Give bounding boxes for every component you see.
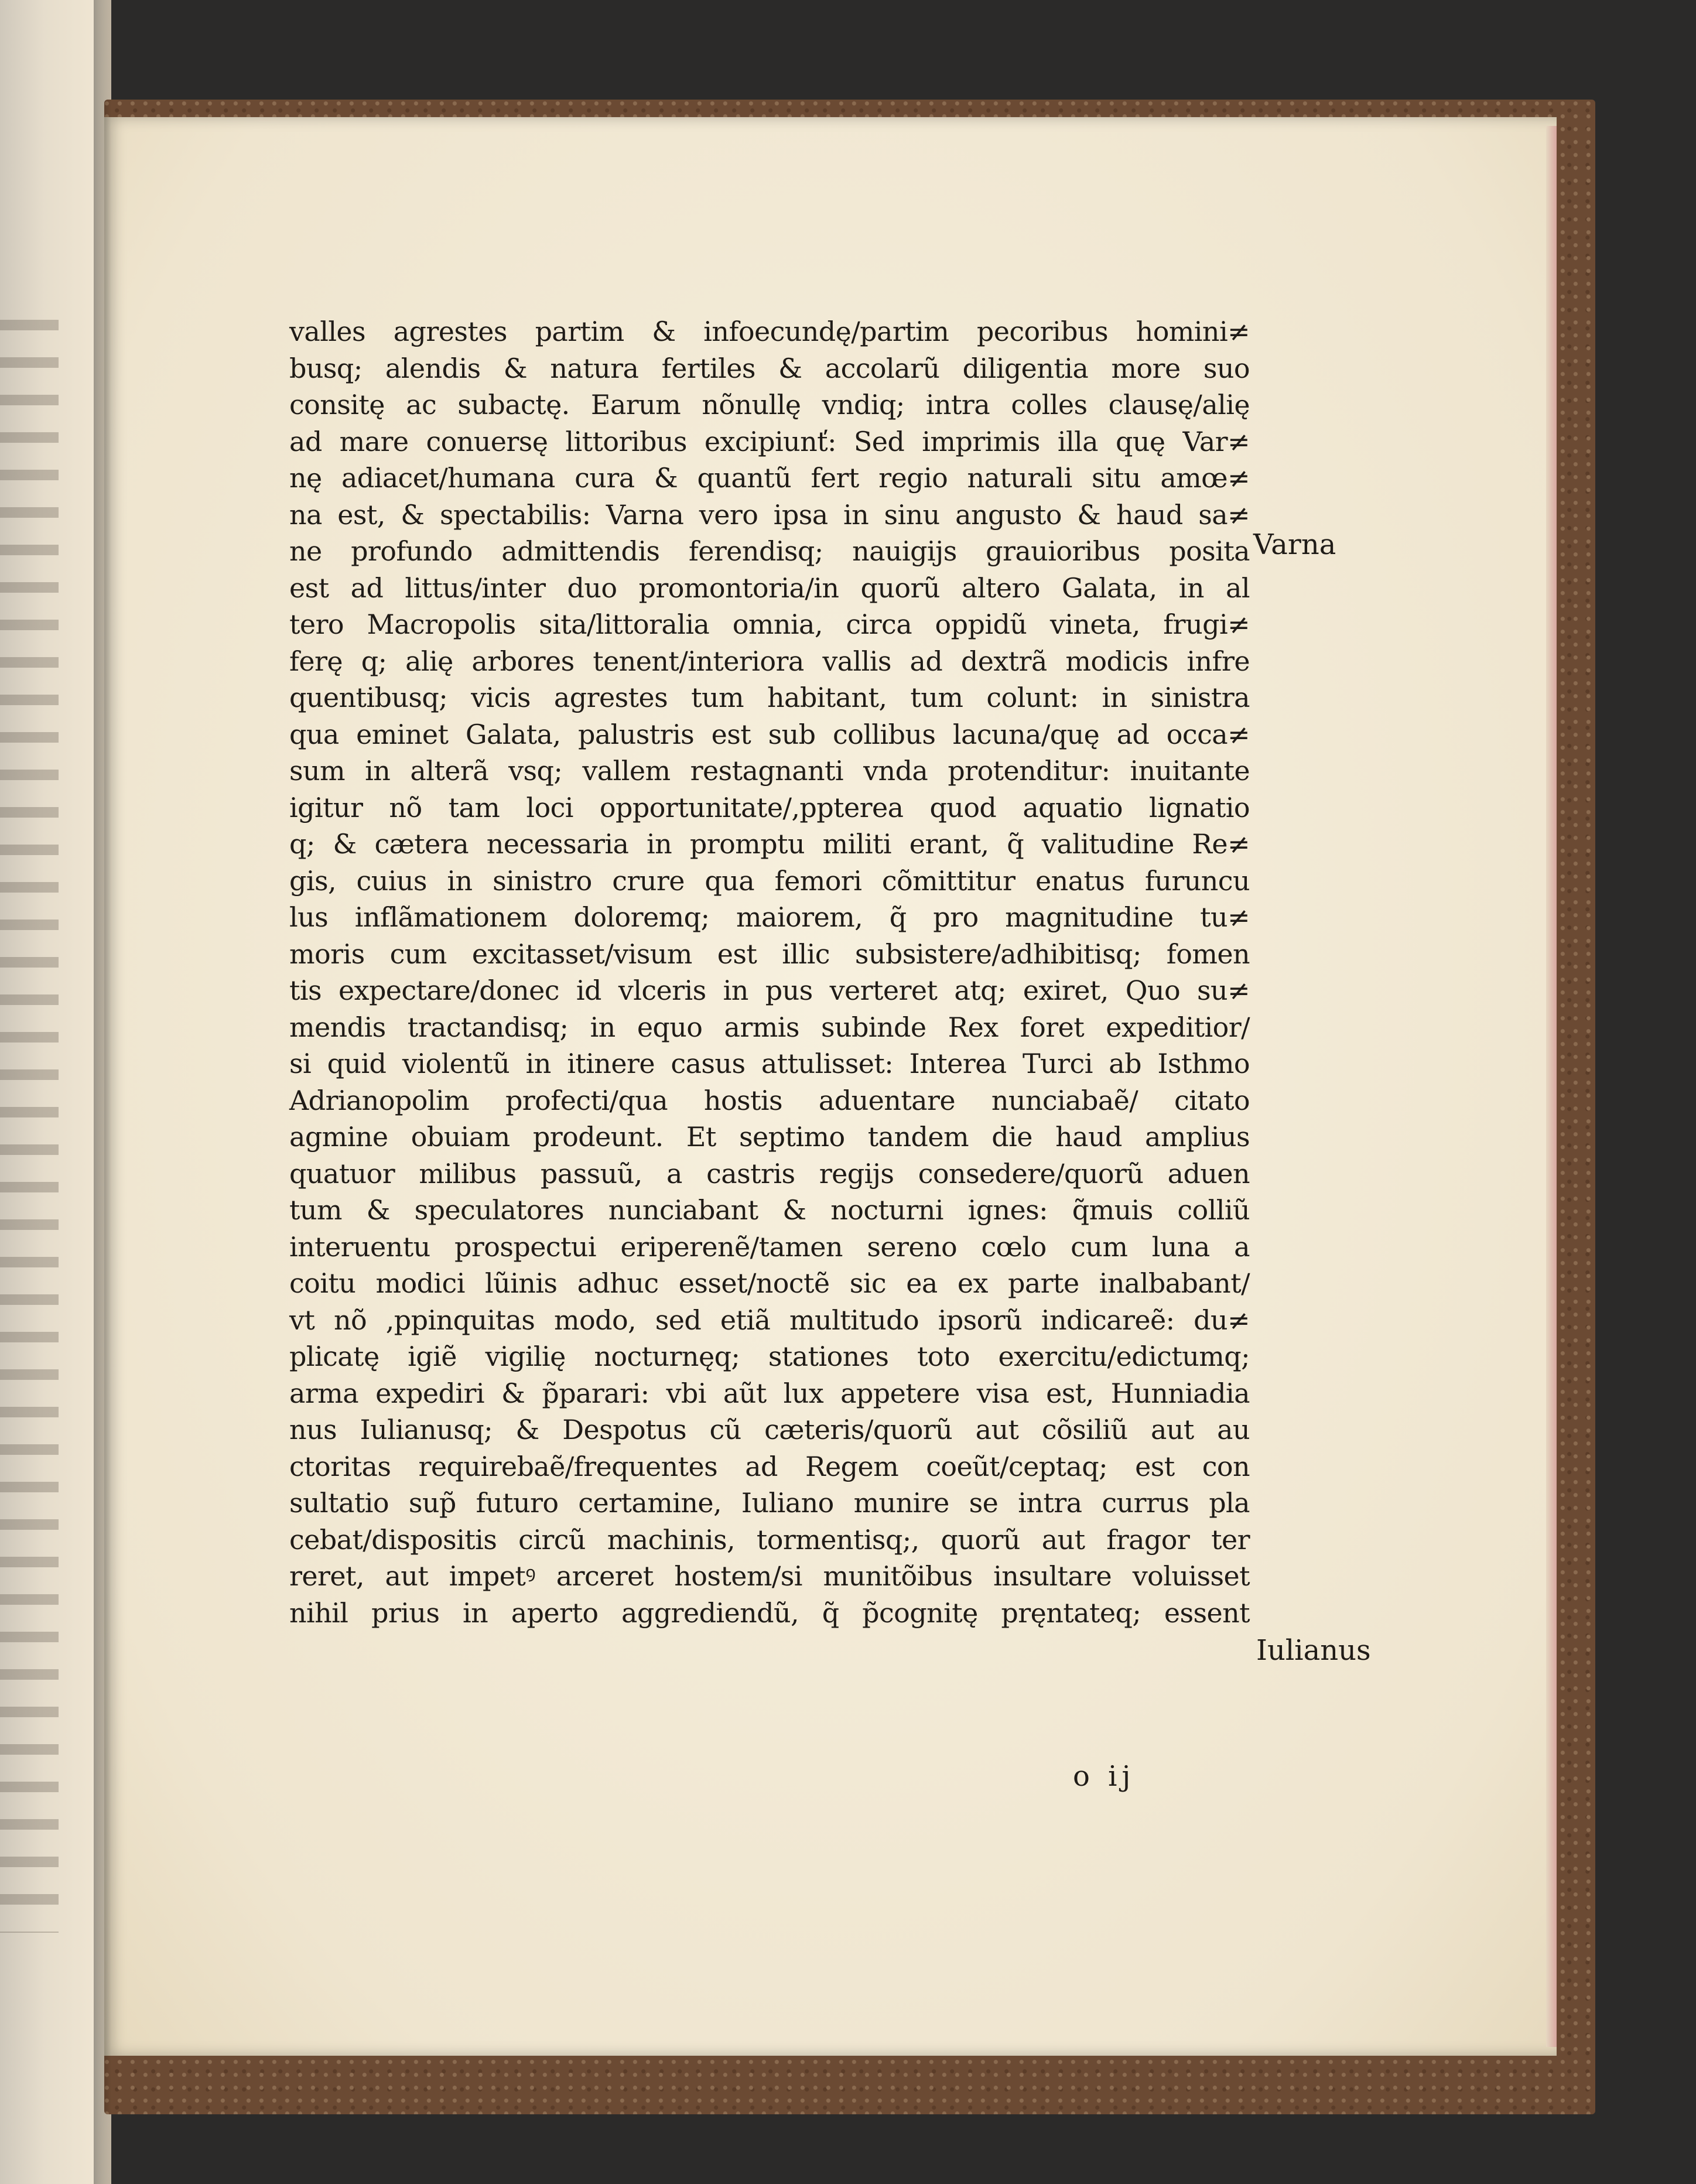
text-line: qua eminet Galata, palustris est sub collibus lacuna/quę ad occa≠ <box>289 718 1250 750</box>
text-line: arma expediri & p̃parari: vbi aũt lux appetere visa est, Hunniadia <box>289 1377 1250 1409</box>
text-line: busq; alendis & natura fertiles & accolarũ diligentia more suo <box>289 352 1250 384</box>
text-line: sum in alterã vsq; vallem restagnanti vnda protenditur: inuitante <box>289 755 1250 787</box>
text-line: agmine obuiam prodeunt. Et septimo tandem die haud amplius <box>289 1121 1250 1153</box>
text-line: tis expectare/donec id vlceris in pus verteret atq; exiret, Quo su≠ <box>289 975 1250 1006</box>
text-line: gis, cuius in sinistro crure qua femori cõmittitur enatus furuncu <box>289 864 1250 897</box>
text-line: consitę ac subactę. Earum nõnullę vndiq; intra colles clausę/alię <box>289 389 1250 421</box>
text-line: tero Macropolis sita/littoralia omnia, circa oppidũ vineta, frugi≠ <box>289 609 1250 640</box>
text-line: tum & speculatores nunciabant & nocturni ignes: q̃muis colliũ <box>289 1194 1250 1226</box>
text-line: Adrianopolim profecti/qua hostis aduentare nunciabaẽ/ citato <box>289 1084 1250 1116</box>
text-line: nihil prius in aperto aggrediendũ, q̃ p̃cognitę pręntateq; essent <box>289 1597 1250 1629</box>
text-line: est ad littus/inter duo promontoria/in quorũ altero Galata, in al <box>289 572 1250 604</box>
text-line: vt nõ ,ppinquitas modo, sed etiã multitudo ipsorũ indicareẽ: du≠ <box>289 1304 1250 1336</box>
text-line: si quid violentũ in itinere casus attulisset: Interea Turci ab Isthmo <box>289 1048 1250 1079</box>
text-line: quatuor milibus passuũ, a castris regijs consedere/quorũ aduen <box>289 1157 1250 1190</box>
text-line: quentibusq; vicis agrestes tum habitant, tum colunt: in sinistra <box>289 682 1250 713</box>
text-line: valles agrestes partim & infoecundę/partim pecoribus homini≠ <box>289 316 1250 347</box>
text-line: moris cum excitasset/visum est illic subsistere/adhibitisq; fomen <box>289 938 1250 970</box>
text-line: plicatę igiẽ vigilię nocturnęq; stationes toto exercitu/edictumq; <box>289 1341 1250 1372</box>
marginal-note-iulianus: Iulianus <box>1256 1634 1371 1667</box>
text-line: nus Iulianusq; & Despotus cũ cæteris/quorũ aut cõsiliũ aut au <box>289 1414 1250 1445</box>
text-line: q; & cætera necessaria in promptu militi erant, q̃ valitudine Re≠ <box>289 828 1250 860</box>
text-line: reret, aut impetꝰ arceret hostem/si munitõibus insultare voluisset <box>289 1560 1250 1592</box>
text-line: ad mare conuersę littoribus excipiunť: Sed imprimis illa quę Var≠ <box>289 425 1250 457</box>
previous-page-text-fragment <box>0 293 59 1933</box>
text-line: ne profundo admittendis ferendisq; nauigijs grauioribus posita <box>289 535 1250 567</box>
text-line: nę adiacet/humana cura & quantũ fert regio naturali situ amœ≠ <box>289 462 1250 494</box>
text-line: na est, & spectabilis: Varna vero ipsa in sinu angusto & haud sa≠ <box>289 498 1250 531</box>
text-line: interuentu prospectui eriperenẽ/tamen sereno cœlo cum luna a <box>289 1231 1250 1263</box>
signature-mark: o ij <box>1073 1760 1136 1793</box>
text-line: lus inflãmationem doloremq; maiorem, q̃ pro magnitudine tu≠ <box>289 901 1250 933</box>
text-line: igitur nõ tam loci opportunitate/,ppterea quod aquatio lignatio <box>289 791 1250 823</box>
text-line: ferę q; alię arbores tenent/interiora vallis ad dextrã modicis infre <box>289 645 1250 677</box>
text-line: cebat/dispositis circũ machinis, tormentisq;, quorũ aut fragor ter <box>289 1523 1250 1556</box>
page-fore-edge <box>1546 126 1557 2047</box>
text-line: coitu modici lũinis adhuc esset/noctẽ sic ea ex parte inalbabant/ <box>289 1267 1250 1299</box>
text-line: sultatio sup̃ futuro certamine, Iuliano munire se intra currus pla <box>289 1487 1250 1519</box>
text-line: mendis tractandisq; in equo armis subinde Rex foret expeditior/ <box>289 1011 1250 1043</box>
marginal-note-varna: Varna <box>1253 528 1336 561</box>
text-line: ctoritas requirebaẽ/frequentes ad Regem coeũt/ceptaq; est con <box>289 1450 1250 1482</box>
main-text-block <box>289 313 1250 1631</box>
book-gutter-shadow <box>94 0 111 2184</box>
